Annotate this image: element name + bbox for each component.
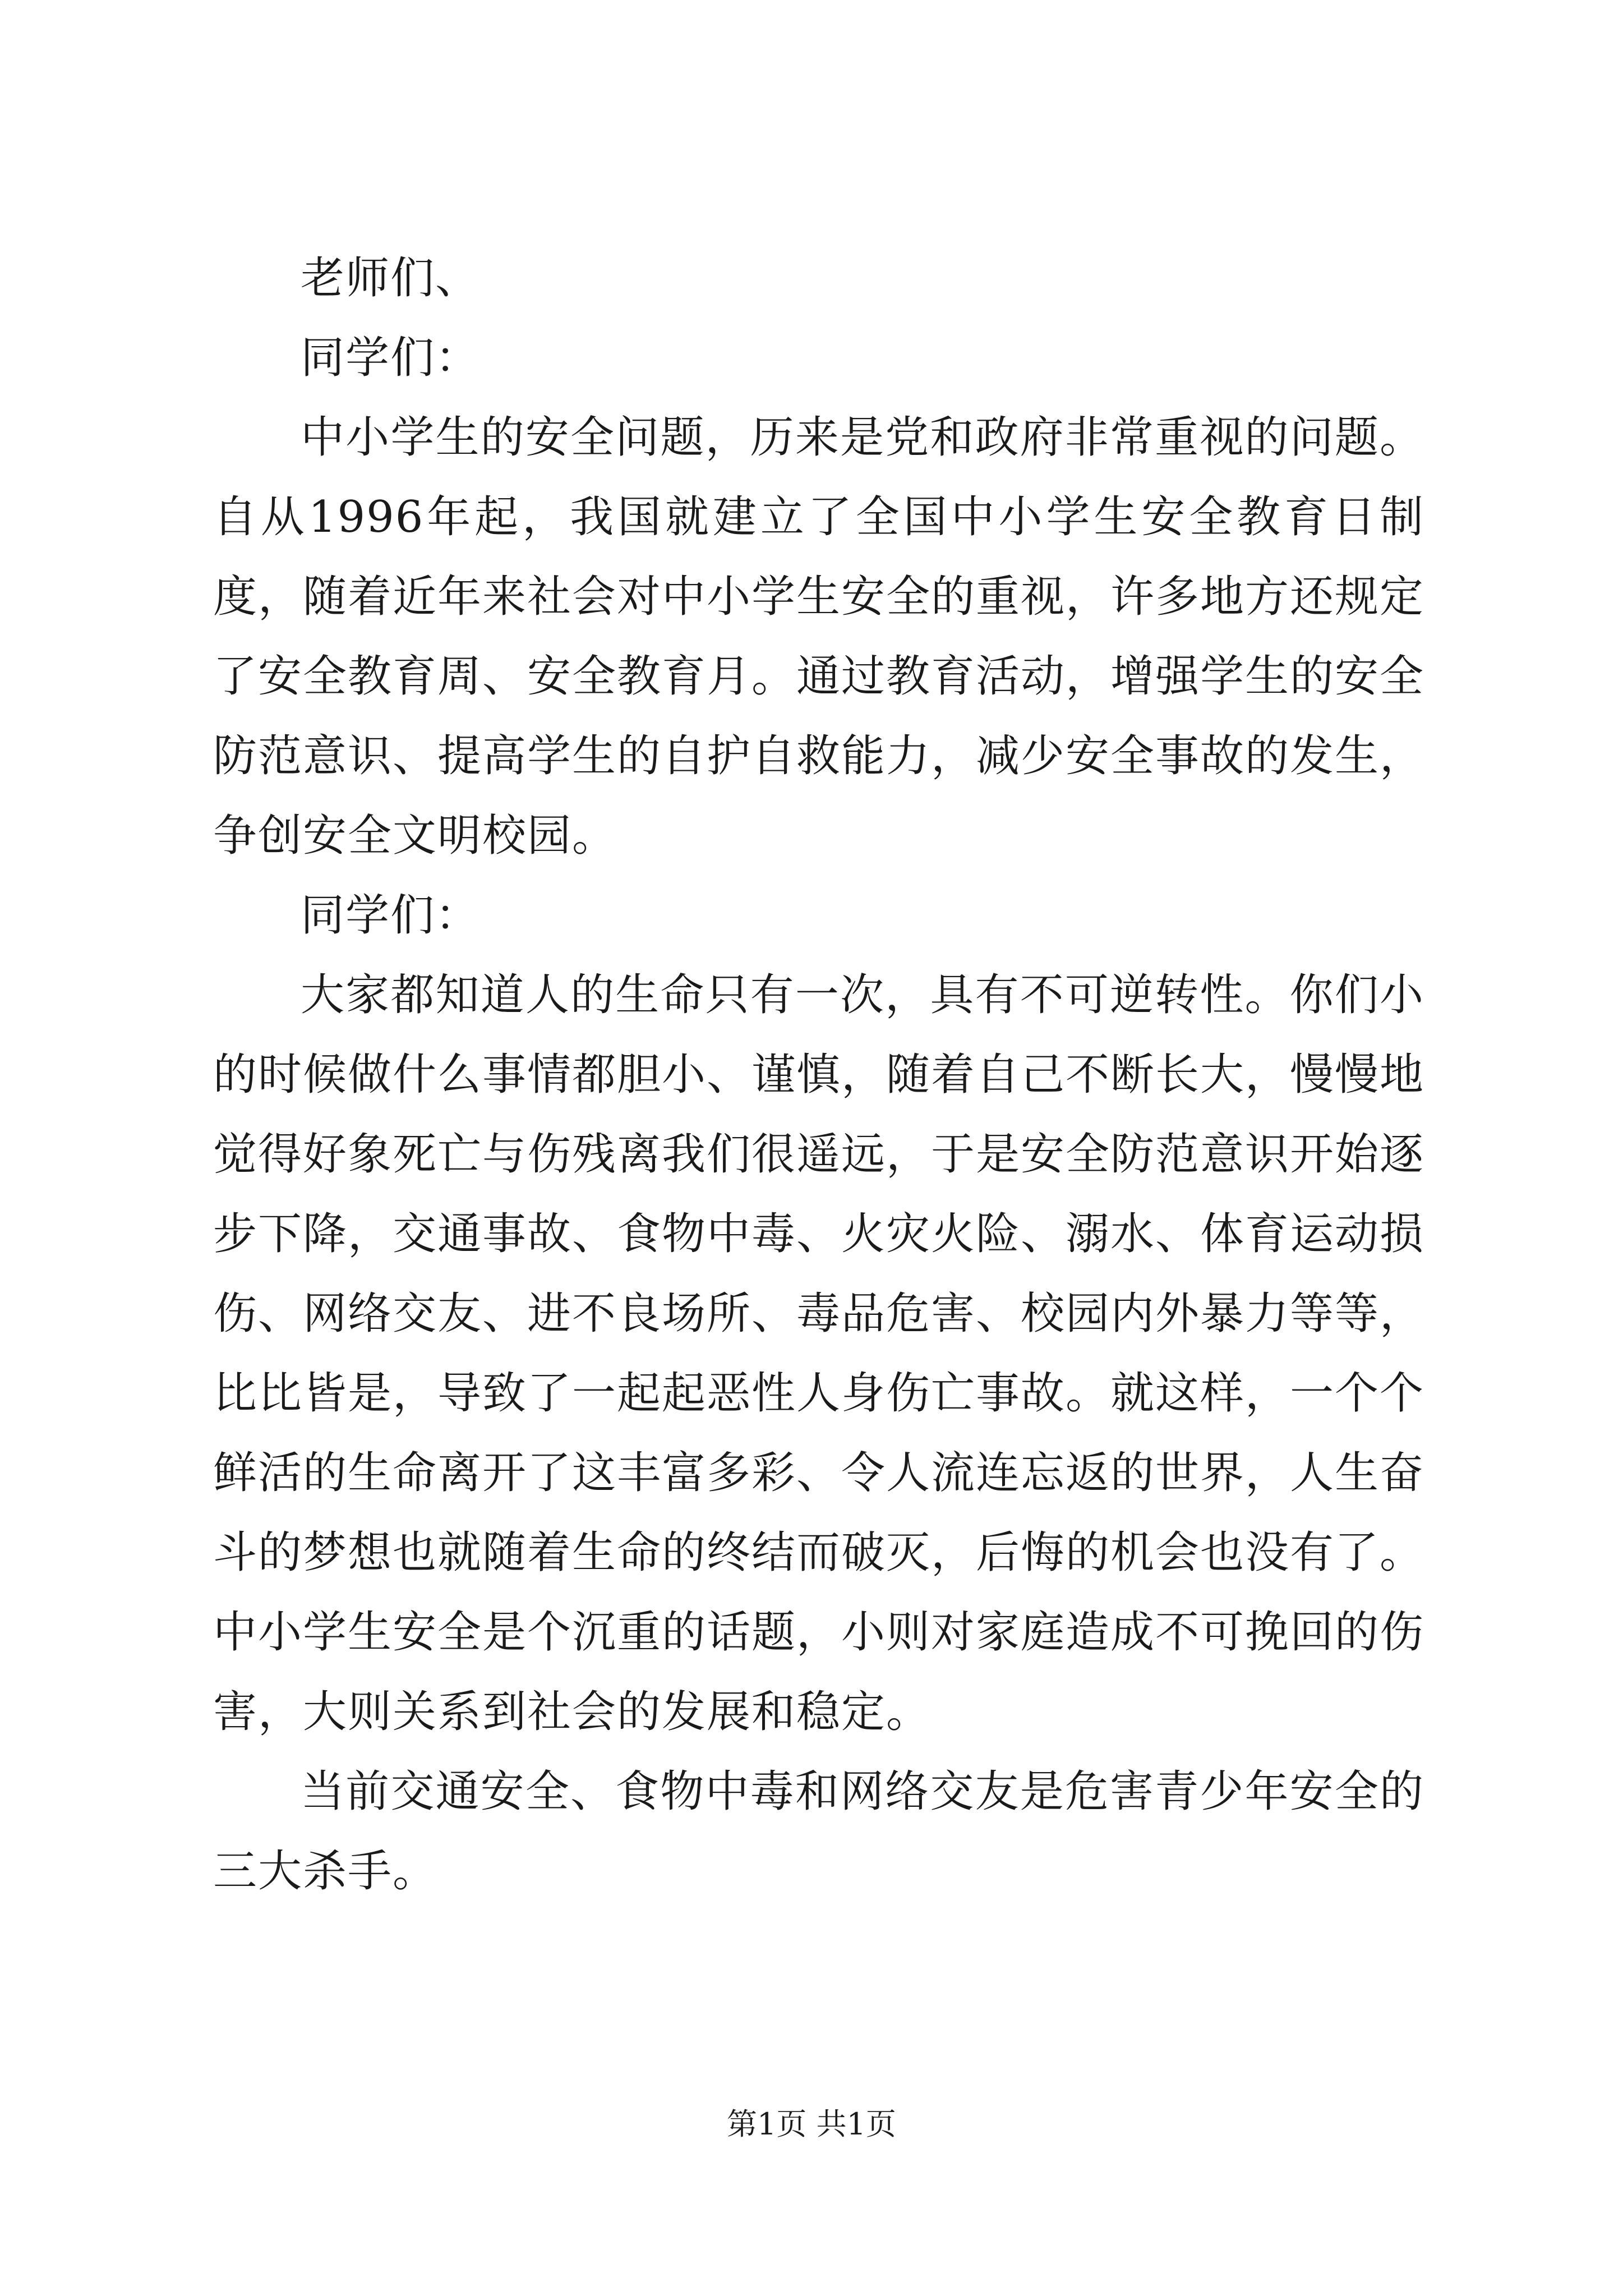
salutation-teachers: 老师们、 (301, 253, 481, 303)
paragraph-intro: 中小学生的安全问题，历来是党和政府非常重视的问题。自从1996年起，我国就建立了全国中小学生安全教育日制度，随着近年来社会对中小学生安全的重视，许多地方还规定了安全教育周、安全教育月。通过教育活动，增强学生的安全防范意识、提高学生的自护自救能力，减少安全事故的发生，争创安全文明校园。 (213, 412, 1425, 861)
paragraph-life: 大家都知道人的生命只有一次，具有不可逆转性。你们小的时候做什么事情都胆小、谨慎，随着自己不断长大，慢慢地觉得好象死亡与伤残离我们很遥远，于是安全防范意识开始逐步下降，交通事故、食物中毒、火灾火险、溺水、体育运动损伤、网络交友、进不良场所、毒品危害、校园内外暴力等等，比比皆是，导致了一起起恶性人身伤亡事故。就这样，一个个鲜活的生命离开了这丰富多彩、令人流连忘返的世界，人生奋斗的梦想也就随着生命的终结而破灭，后悔的机会也没有了。中小学生安全是个沉重的话题，小则对家庭造成不可挽回的伤害，大则关系到社会的发展和稳定。 (213, 970, 1425, 1737)
document-body (213, 238, 1424, 1911)
salutation-students: 同学们： (301, 333, 481, 383)
paragraph-killers: 当前交通安全、食物中毒和网络交友是危害青少年安全的三大杀手。 (213, 1766, 1424, 1897)
salutation-students-2: 同学们： (301, 890, 481, 941)
page-number-footer: 第1页 共1页 (727, 2106, 896, 2142)
